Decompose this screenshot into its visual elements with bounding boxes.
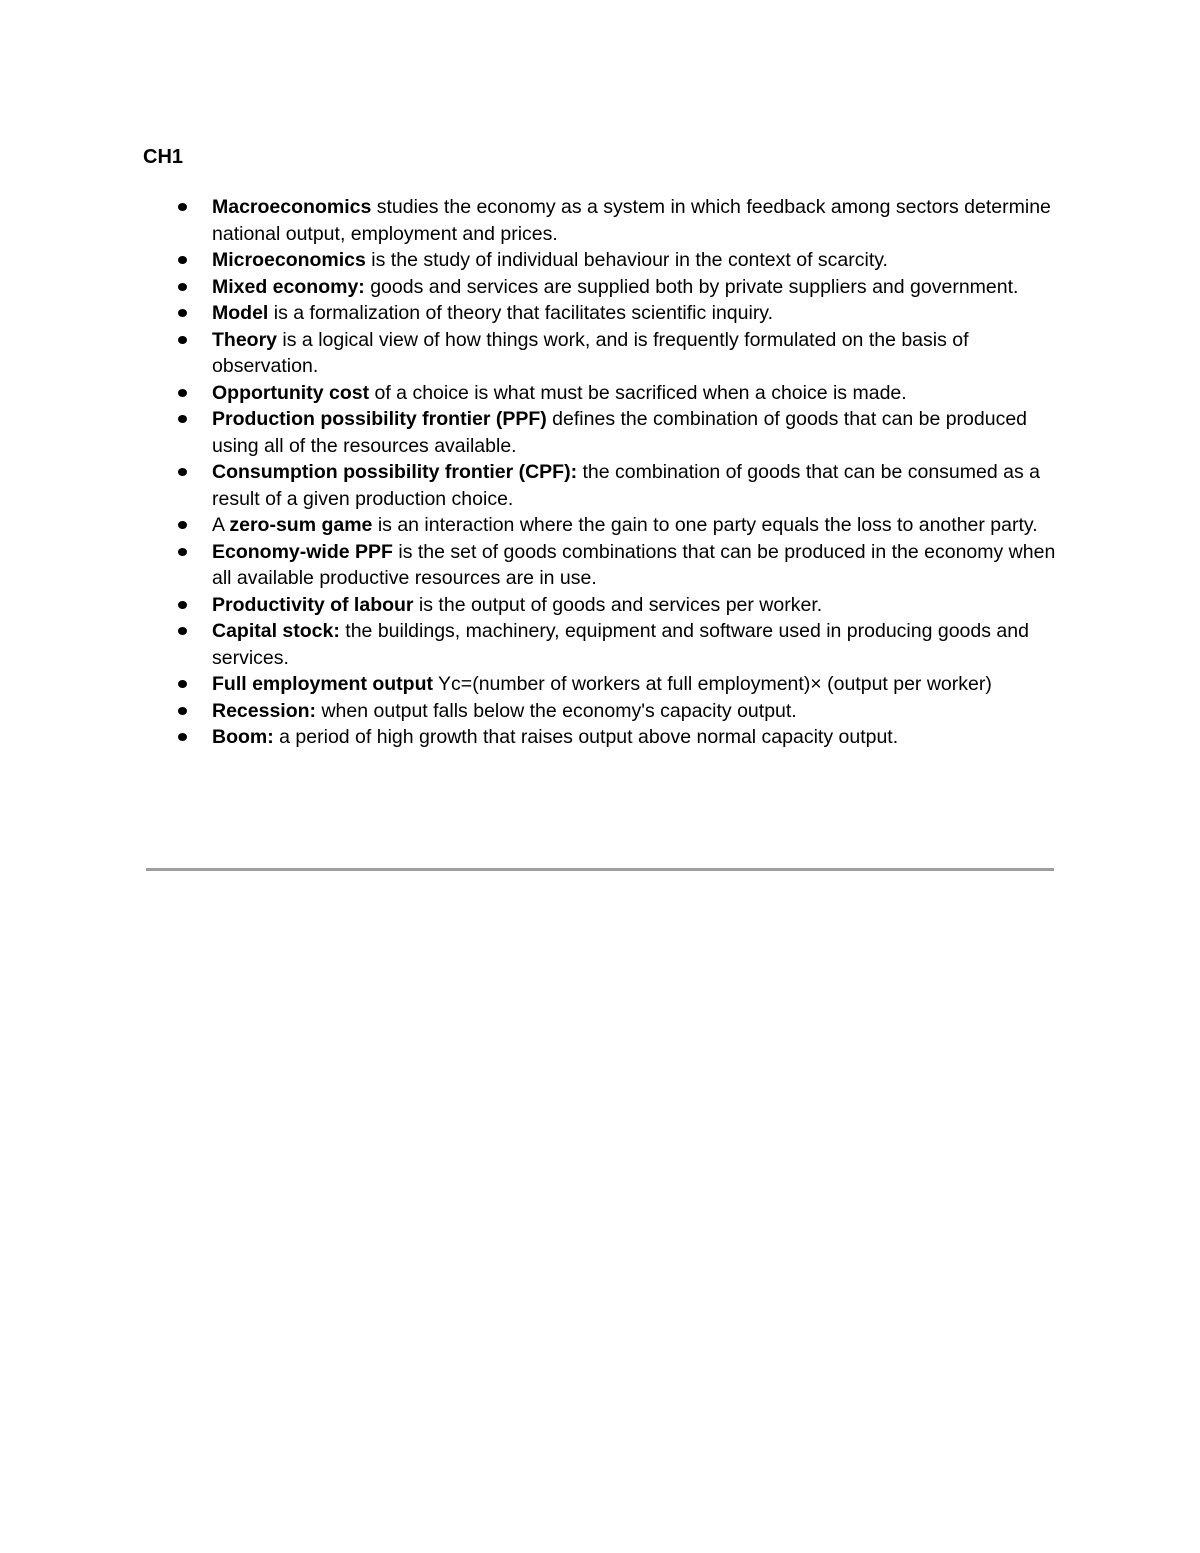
bullet-icon: [178, 336, 187, 344]
list-item: [212, 618, 1074, 671]
item-text: is a formalization of theory that facilitates scientific inquiry.: [268, 302, 774, 324]
item-term: Boom:: [212, 726, 274, 748]
chapter-heading: CH1: [143, 146, 184, 168]
list-item: [212, 274, 1074, 301]
item-text: the combination of goods that can be consumed as a result of a given production choice.: [212, 461, 1040, 510]
item-term: Model: [212, 302, 269, 324]
list-item: [212, 671, 1074, 698]
item-term: Macroeconomics: [212, 196, 372, 218]
item-text: goods and services are supplied both by private suppliers and government.: [364, 275, 1019, 298]
item-text: is the set of goods combinations that can be produced in the economy when all available productive resources are in use.: [212, 540, 1056, 589]
item-term: zero-sum game: [229, 514, 373, 536]
list-item: [212, 459, 1074, 512]
bullet-icon: [178, 627, 187, 635]
list-item: [212, 300, 1074, 327]
item-term: Theory: [212, 328, 278, 351]
list-item: [212, 512, 1074, 539]
item-term: Recession:: [212, 699, 317, 722]
list-item: [212, 194, 1074, 247]
item-term: Economy-wide PPF: [212, 540, 393, 563]
item-text: is the study of individual behaviour in the context of scarcity.: [365, 249, 888, 271]
bullet-icon: [178, 548, 187, 556]
definitions-list: [212, 194, 1074, 751]
item-text: when output falls below the economy's capacity output.: [316, 699, 797, 722]
item-text: the buildings, machinery, equipment and software used in producing goods and services.: [212, 620, 1029, 669]
bullet-icon: [178, 601, 187, 609]
item-text: defines the combination of goods that can be produced using all of the resources available.: [212, 408, 1028, 457]
list-item: [212, 380, 1074, 407]
item-text: a period of high growth that raises output above normal capacity output.: [273, 726, 899, 748]
bullet-icon: [178, 203, 187, 211]
bullet-icon: [178, 283, 187, 291]
item-text: studies the economy as a system in which feedback among sectors determine national output, employment and prices.: [212, 196, 1051, 245]
list-item: [212, 247, 1074, 274]
item-prefix: A: [212, 514, 230, 536]
item-term: Opportunity cost: [212, 381, 370, 404]
item-text: is a logical view of how things work, and is frequently formulated on the basis of observation.: [212, 328, 969, 377]
bullet-icon: [178, 468, 187, 476]
horizontal-divider: [146, 868, 1054, 871]
item-term: Productivity of labour: [212, 593, 414, 616]
bullet-icon: [178, 733, 187, 741]
bullet-icon: [178, 309, 187, 317]
item-text: of a choice is what must be sacrificed when a choice is made.: [369, 381, 907, 404]
item-text: is the output of goods and services per worker.: [413, 593, 823, 616]
bullet-icon: [178, 707, 187, 715]
bullet-icon: [178, 256, 187, 264]
bullet-icon: [178, 389, 187, 397]
list-item: [212, 724, 1074, 751]
item-term: Production possibility frontier (PPF): [212, 408, 547, 430]
item-term: Microeconomics: [212, 249, 366, 271]
item-term: Capital stock:: [212, 620, 340, 642]
item-term: Full employment output: [212, 673, 433, 695]
item-term: Mixed economy:: [212, 275, 365, 298]
list-item: [212, 327, 1074, 380]
list-item: [212, 592, 1074, 619]
item-text: Yc=(number of workers at full employment)× (output per worker): [432, 673, 992, 695]
bullet-icon: [178, 521, 187, 529]
item-term: Consumption possibility frontier (CPF):: [212, 461, 578, 483]
list-item: [212, 406, 1074, 459]
item-text: is an interaction where the gain to one party equals the loss to another party.: [372, 514, 1038, 536]
list-item: [212, 539, 1074, 592]
bullet-icon: [178, 680, 187, 688]
bullet-icon: [178, 415, 187, 423]
list-item: [212, 698, 1074, 725]
